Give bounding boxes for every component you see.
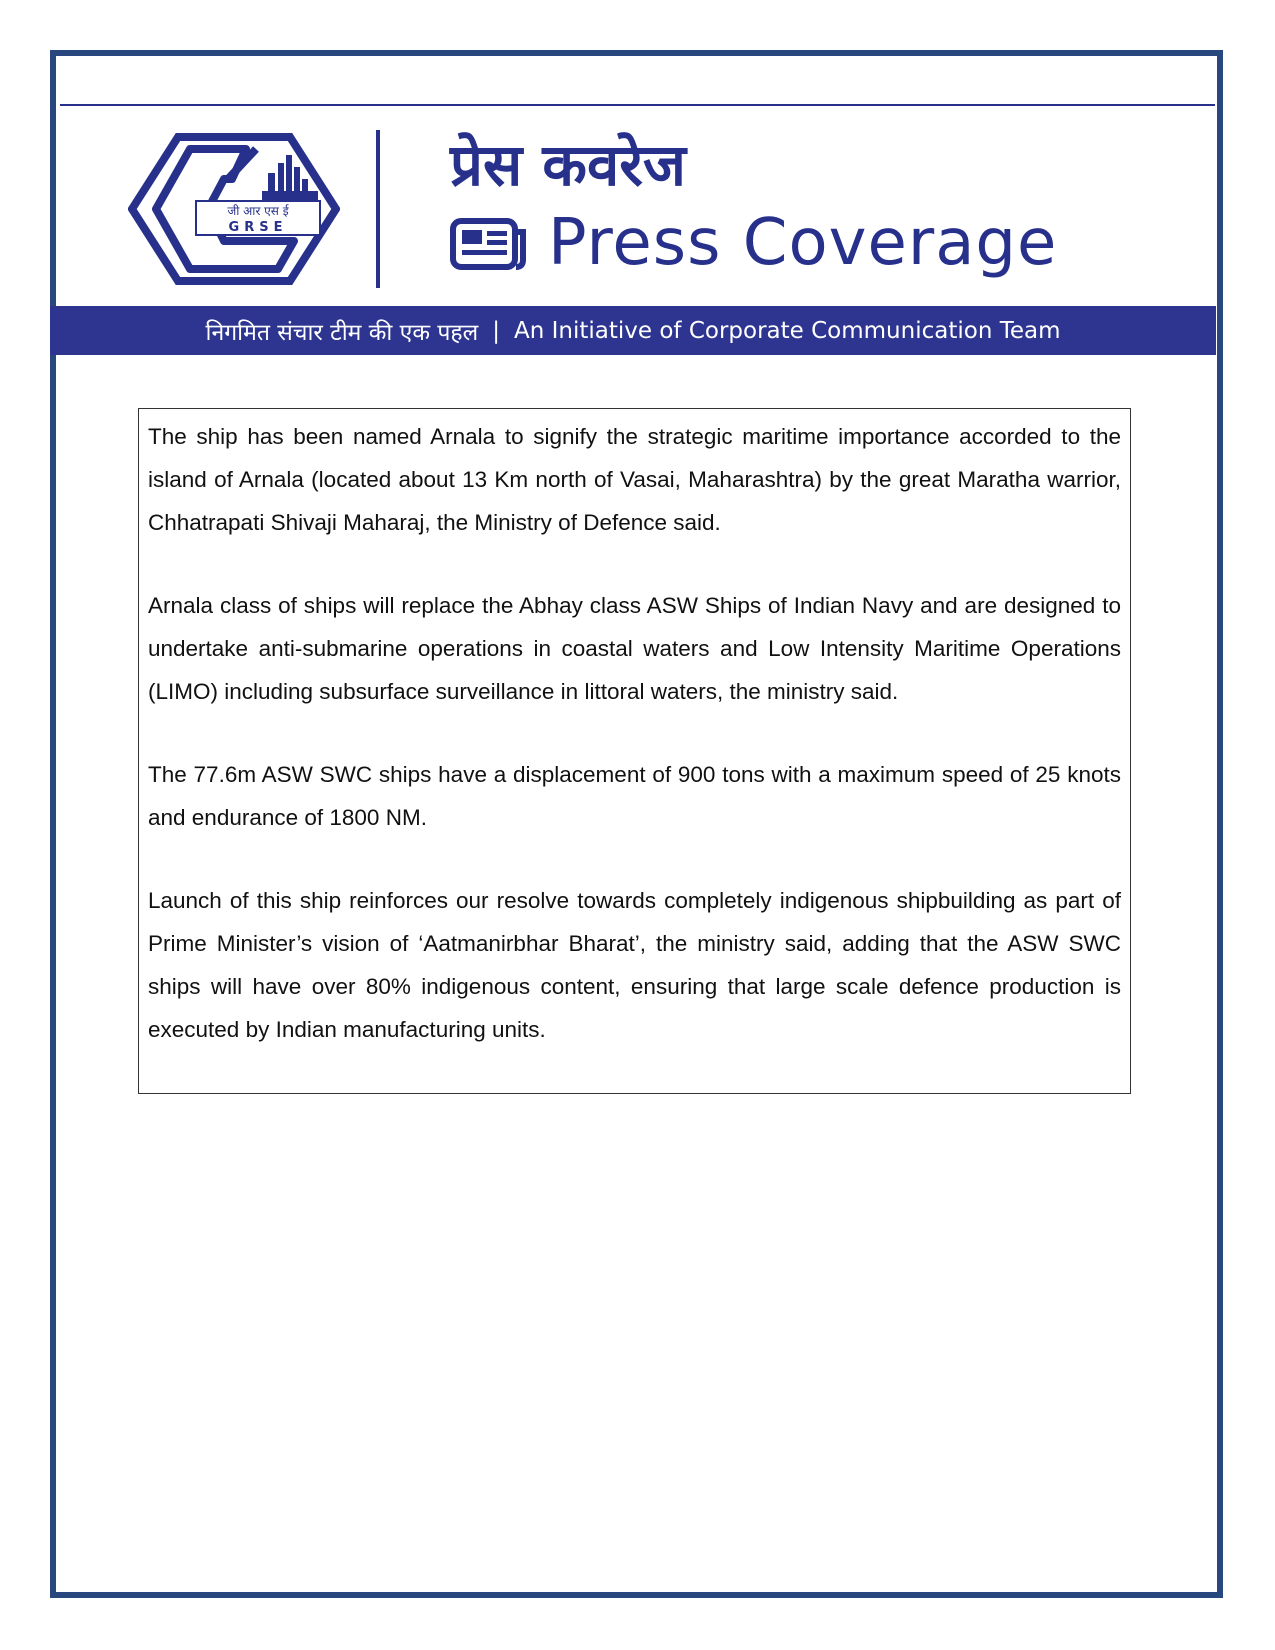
- article-paragraph: The 77.6m ASW SWC ships have a displacement of 900 tons with a maximum speed of 25 knots and endurance of 1800 NM.: [148, 762, 1121, 830]
- header-divider: [376, 130, 380, 288]
- title-english: Press Coverage: [548, 206, 1058, 280]
- header-rule: [60, 104, 1215, 106]
- article-paragraph: Launch of this ship reinforces our resolve towards completely indigenous shipbuilding as part of Prime Minister’s vision of ‘Aatmanirbhar Bharat’, the ministry said, adding that the ASW SWC ships will have over 80% indigenous content, ensuring that large scale defence production is executed by Indian manufacturing units.: [148, 888, 1121, 1042]
- newspaper-icon: [450, 218, 526, 270]
- banner-english-text: An Initiative of Corporate Communication Team: [513, 317, 1061, 344]
- logo-text-hindi: जी आर एस ई: [227, 204, 289, 218]
- article-box: [138, 408, 1131, 1094]
- logo-text-english: GRSE: [228, 220, 288, 235]
- article-paragraph: The ship has been named Arnala to signify the strategic maritime importance accorded to the island of Arnala (located about 13 Km north of Vasai, Maharashtra) by the great Maratha warrior, Chhatrapati Shivaji Maharaj, the Ministry of Defence said.: [148, 424, 1121, 535]
- grse-logo: [128, 133, 340, 285]
- article-paragraph: Arnala class of ships will replace the Abhay class ASW Ships of Indian Navy and are designed to undertake anti-submarine operations in coastal waters and Low Intensity Maritime Operations (LIMO) including subsurface surveillance in littoral waters, the ministry said.: [148, 593, 1121, 704]
- banner-separator: |: [492, 317, 500, 344]
- initiative-banner: [50, 306, 1216, 355]
- banner-hindi-text: निगमित संचार टीम की एक पहल: [205, 319, 479, 346]
- title-hindi: प्रेस कवरेज: [450, 131, 686, 199]
